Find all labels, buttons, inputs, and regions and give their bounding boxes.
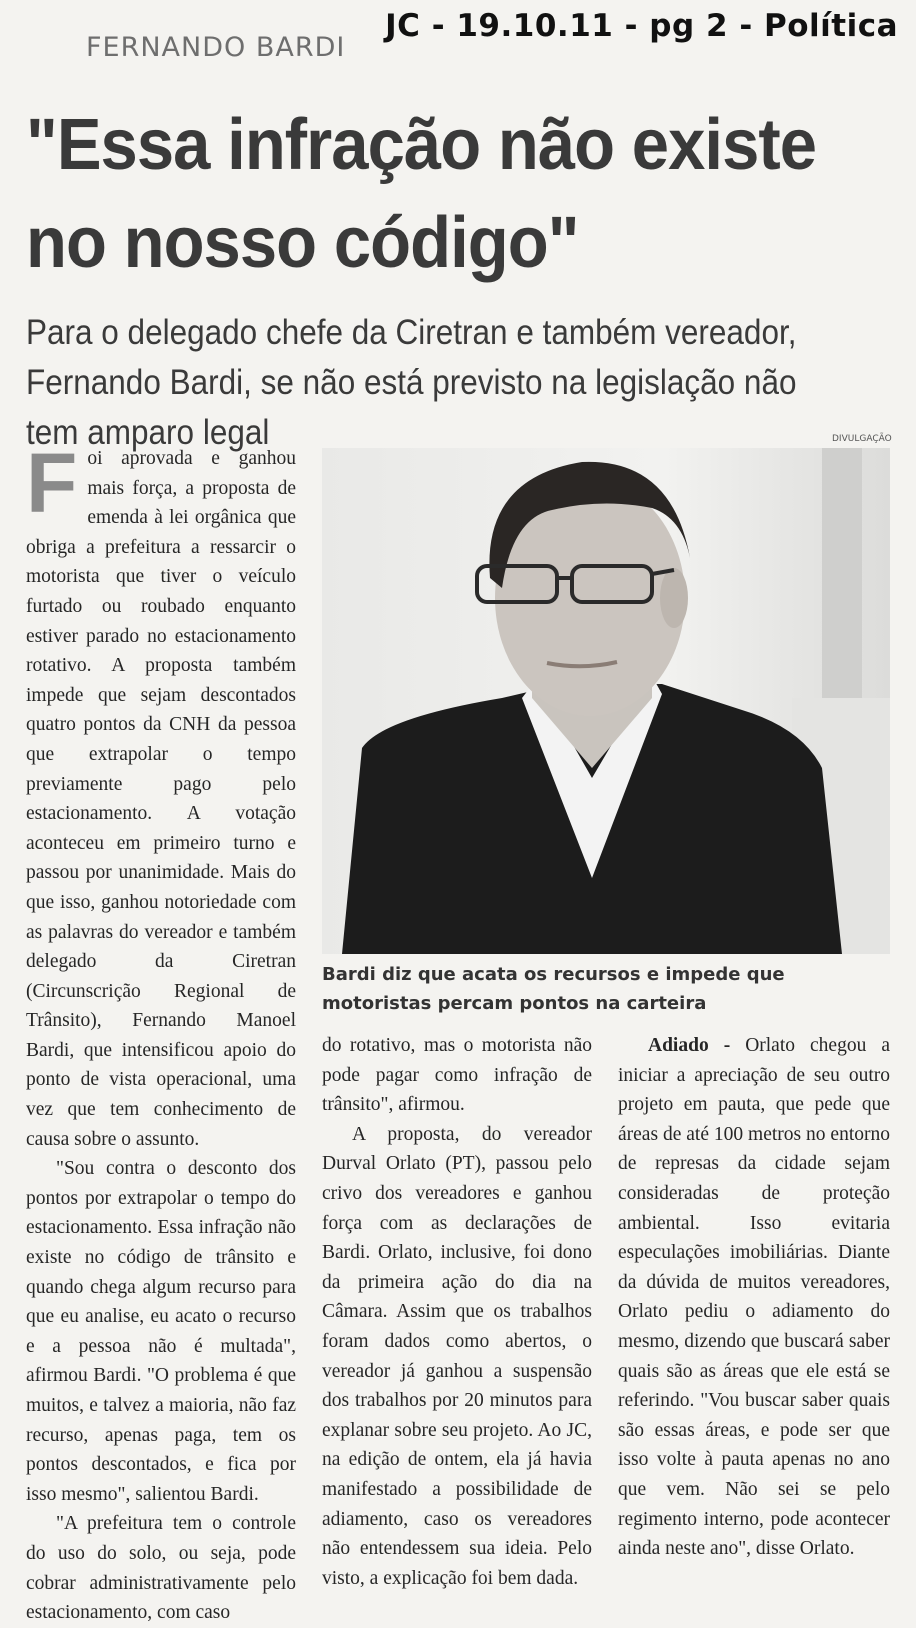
drop-cap: F bbox=[26, 436, 78, 530]
article-column-3 bbox=[618, 1031, 890, 1564]
paragraph: "A prefeitura tem o controle do uso do solo, ou seja, pode cobrar administrativamente pelo estacionamento, com caso bbox=[26, 1513, 296, 1624]
paragraph: A proposta, do vereador Durval Orlato (PT), passou pelo crivo dos vereadores e ganhou força com as declarações de Bardi. Orlato, inclusive, foi dono da primeira ação do dia na Câmara. Assim que os trabalhos foram dados como abertos, o vereador já ganhou a suspensão dos trabalhos por 20 minutos para explanar sobre seu projeto. Ao JC, na edição de ontem, ela já havia manifestado a possibilidade de adiamento, caso os vereadores não entendessem sua ideia. Pelo visto, a explicação foi bem dada. bbox=[322, 1123, 592, 1589]
photo-credit: DIVULGAÇÃO bbox=[832, 434, 892, 444]
article-column-2 bbox=[322, 1031, 592, 1593]
paragraph: "Sou contra o desconto dos pontos por extrapolar o tempo do estacionamento. Essa infração não existe no código de trânsito e quando chega algum recurso para que eu analise, eu acato o recurso e a pessoa não é multada", afirmou Bardi. "O problema é que muitos, e talvez a maioria, não faz recurso, apenas paga, tem os pontos descontados, e fica por isso mesmo", salientou Bardi. bbox=[26, 1158, 296, 1505]
clipping-reference: JC - 19.10.11 - pg 2 - Política bbox=[381, 8, 902, 44]
subheadline: Para o delegado chefe da Ciretran e também vereador, Fernando Bardi, se não está previsto na legislação não tem amparo legal bbox=[26, 313, 797, 452]
section-lead-in: Adiado - bbox=[648, 1035, 731, 1056]
article-photo bbox=[322, 448, 890, 954]
paragraph: Foi aprovada e ganhou mais força, a proposta de emenda à lei orgânica que obriga a prefeitura a ressarcir o motorista que tiver o veículo furtado ou roubado enquanto estiver parado no estacionamento rotativo. A proposta também impede que sejam descontados quatro pontos da CNH da pessoa que extrapolar o tempo previamente pago pelo estacionamento. A votação aconteceu em primeiro turno e passou por unanimidade. Mais do que isso, ganhou notoriedade com as palavras do vereador e também delegado da Ciretran (Circunscrição Regional de Trânsito), Fernando Manoel Bardi, que intensificou apoio do ponto de vista operacional, uma vez que tem conhecimento de causa sobre o assunto. bbox=[26, 436, 296, 1150]
headline: "Essa infração não existe no nosso código" bbox=[26, 105, 817, 283]
portrait-illustration bbox=[322, 448, 890, 954]
article-column-1 bbox=[26, 436, 296, 1628]
author-byline: FERNANDO BARDI bbox=[86, 32, 346, 63]
paragraph: Adiado - Orlato chegou a iniciar a apreciação de seu outro projeto em pauta, que pede que áreas de até 100 metros no entorno de represas da cidade sejam consideradas de proteção ambiental. Isso evitaria especulações imobiliárias. Diante da dúvida de muitos vereadores, Orlato pediu o adiamento do mesmo, dizendo que buscará saber quais são as áreas que ele está se referindo. "Vou buscar saber quais são essas áreas, e pode ser que isso volte à pauta apenas no ano que vem. Não sei se pelo regimento interno, pode acontecer ainda neste ano", disse Orlato. bbox=[618, 1035, 890, 1560]
paragraph: do rotativo, mas o motorista não pode pagar como infração de trânsito", afirmou. bbox=[322, 1035, 592, 1116]
photo-caption: Bardi diz que acata os recursos e impede que motoristas percam pontos na carteira bbox=[322, 964, 785, 1014]
